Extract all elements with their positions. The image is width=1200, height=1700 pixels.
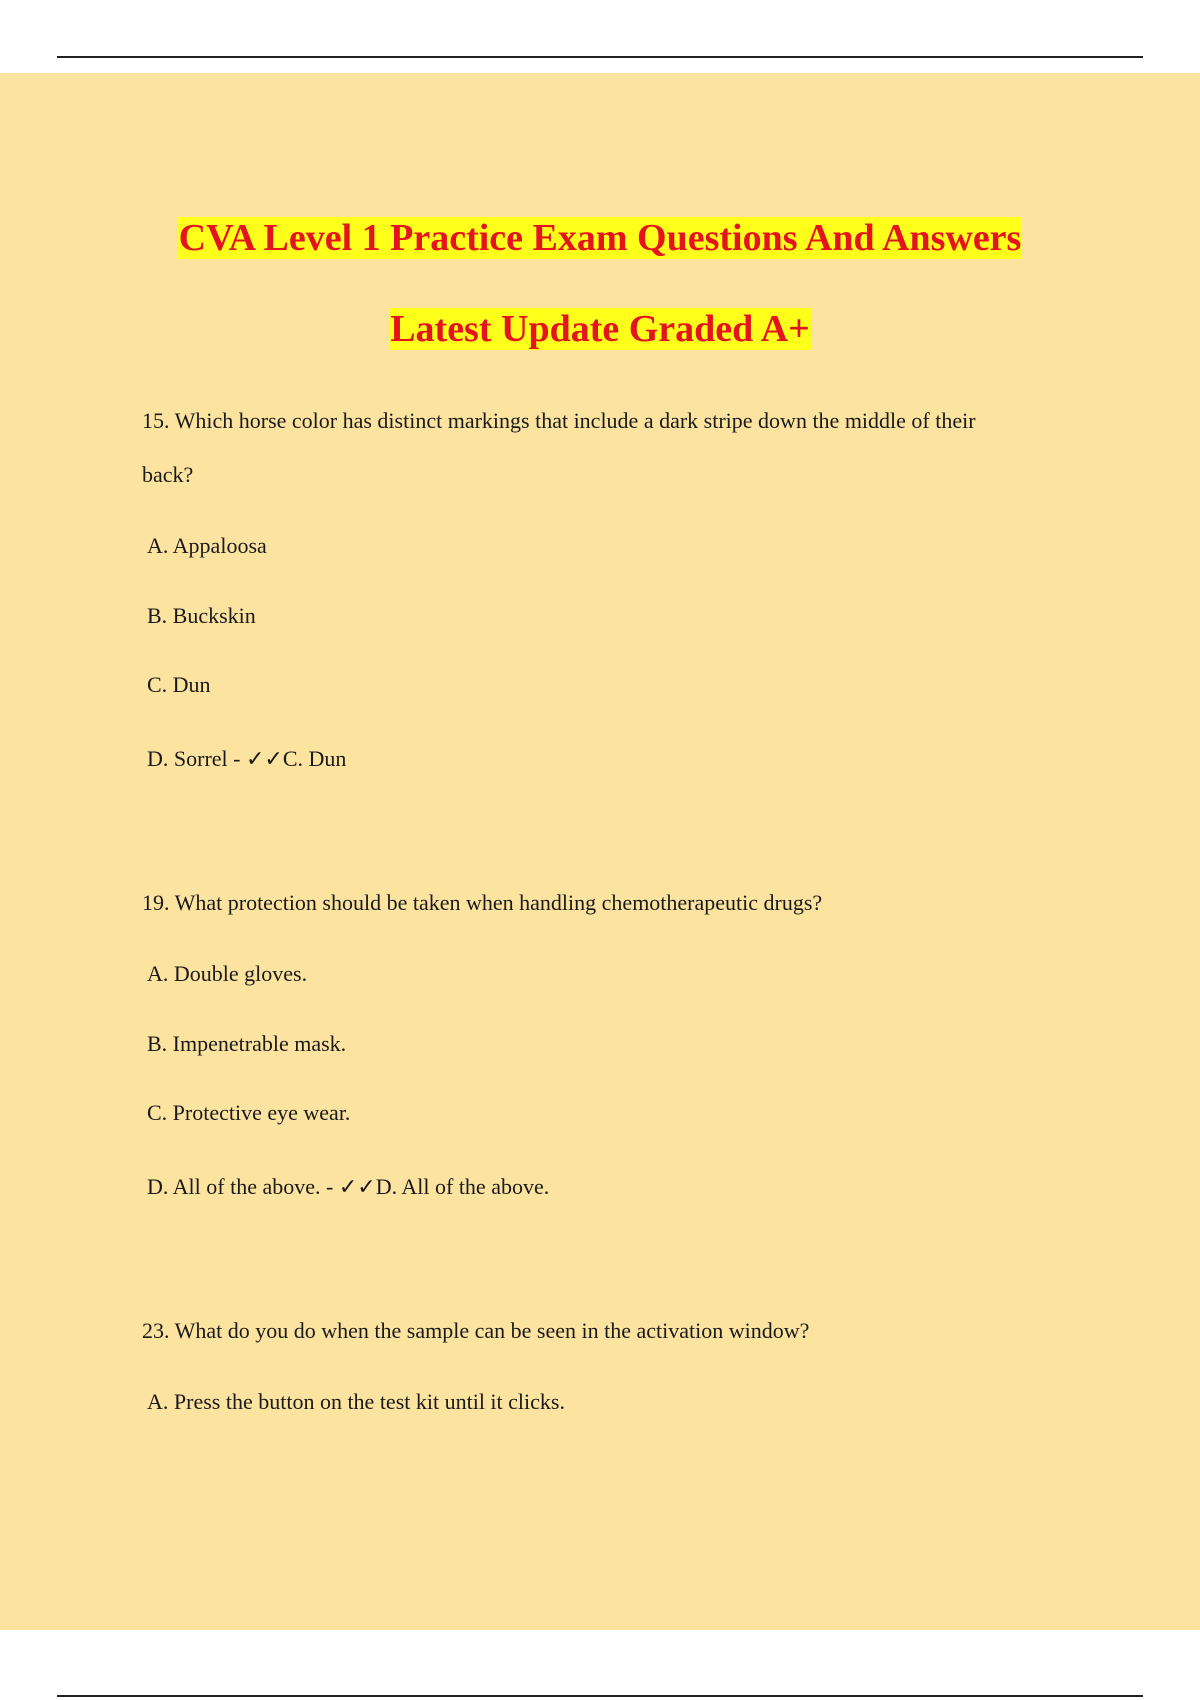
question-15-option-c: C. Dun [147, 672, 211, 697]
top-rule [57, 56, 1143, 58]
document-title-line-1: CVA Level 1 Practice Exam Questions And Answers [178, 217, 1022, 259]
question-19-text: 19. What protection should be taken when handling chemotherapeutic drugs? [142, 890, 823, 915]
question-15-text-line-2: back? [142, 462, 194, 487]
question-23-text: 23. What do you do when the sample can be seen in the activation window? [142, 1318, 810, 1343]
question-19-option-a: A. Double gloves. [147, 961, 308, 986]
bottom-rule [57, 1695, 1143, 1697]
document-page [0, 73, 1200, 1630]
question-15-option-a: A. Appaloosa [147, 533, 267, 558]
question-15-text-line-1: 15. Which horse color has distinct markings that include a dark stripe down the middle of their [142, 408, 976, 433]
question-19-option-b: B. Impenetrable mask. [147, 1031, 347, 1056]
document-title-line-2: Latest Update Graded A+ [390, 308, 810, 350]
question-19-option-d-answer: D. All of the above. - ✓✓D. All of the above. [147, 1174, 550, 1199]
question-15-option-d-answer: D. Sorrel - ✓✓C. Dun [147, 746, 347, 771]
question-15-option-b: B. Buckskin [147, 603, 256, 628]
question-19-option-c: C. Protective eye wear. [147, 1100, 351, 1125]
question-23-option-a: A. Press the button on the test kit until it clicks. [147, 1389, 565, 1414]
